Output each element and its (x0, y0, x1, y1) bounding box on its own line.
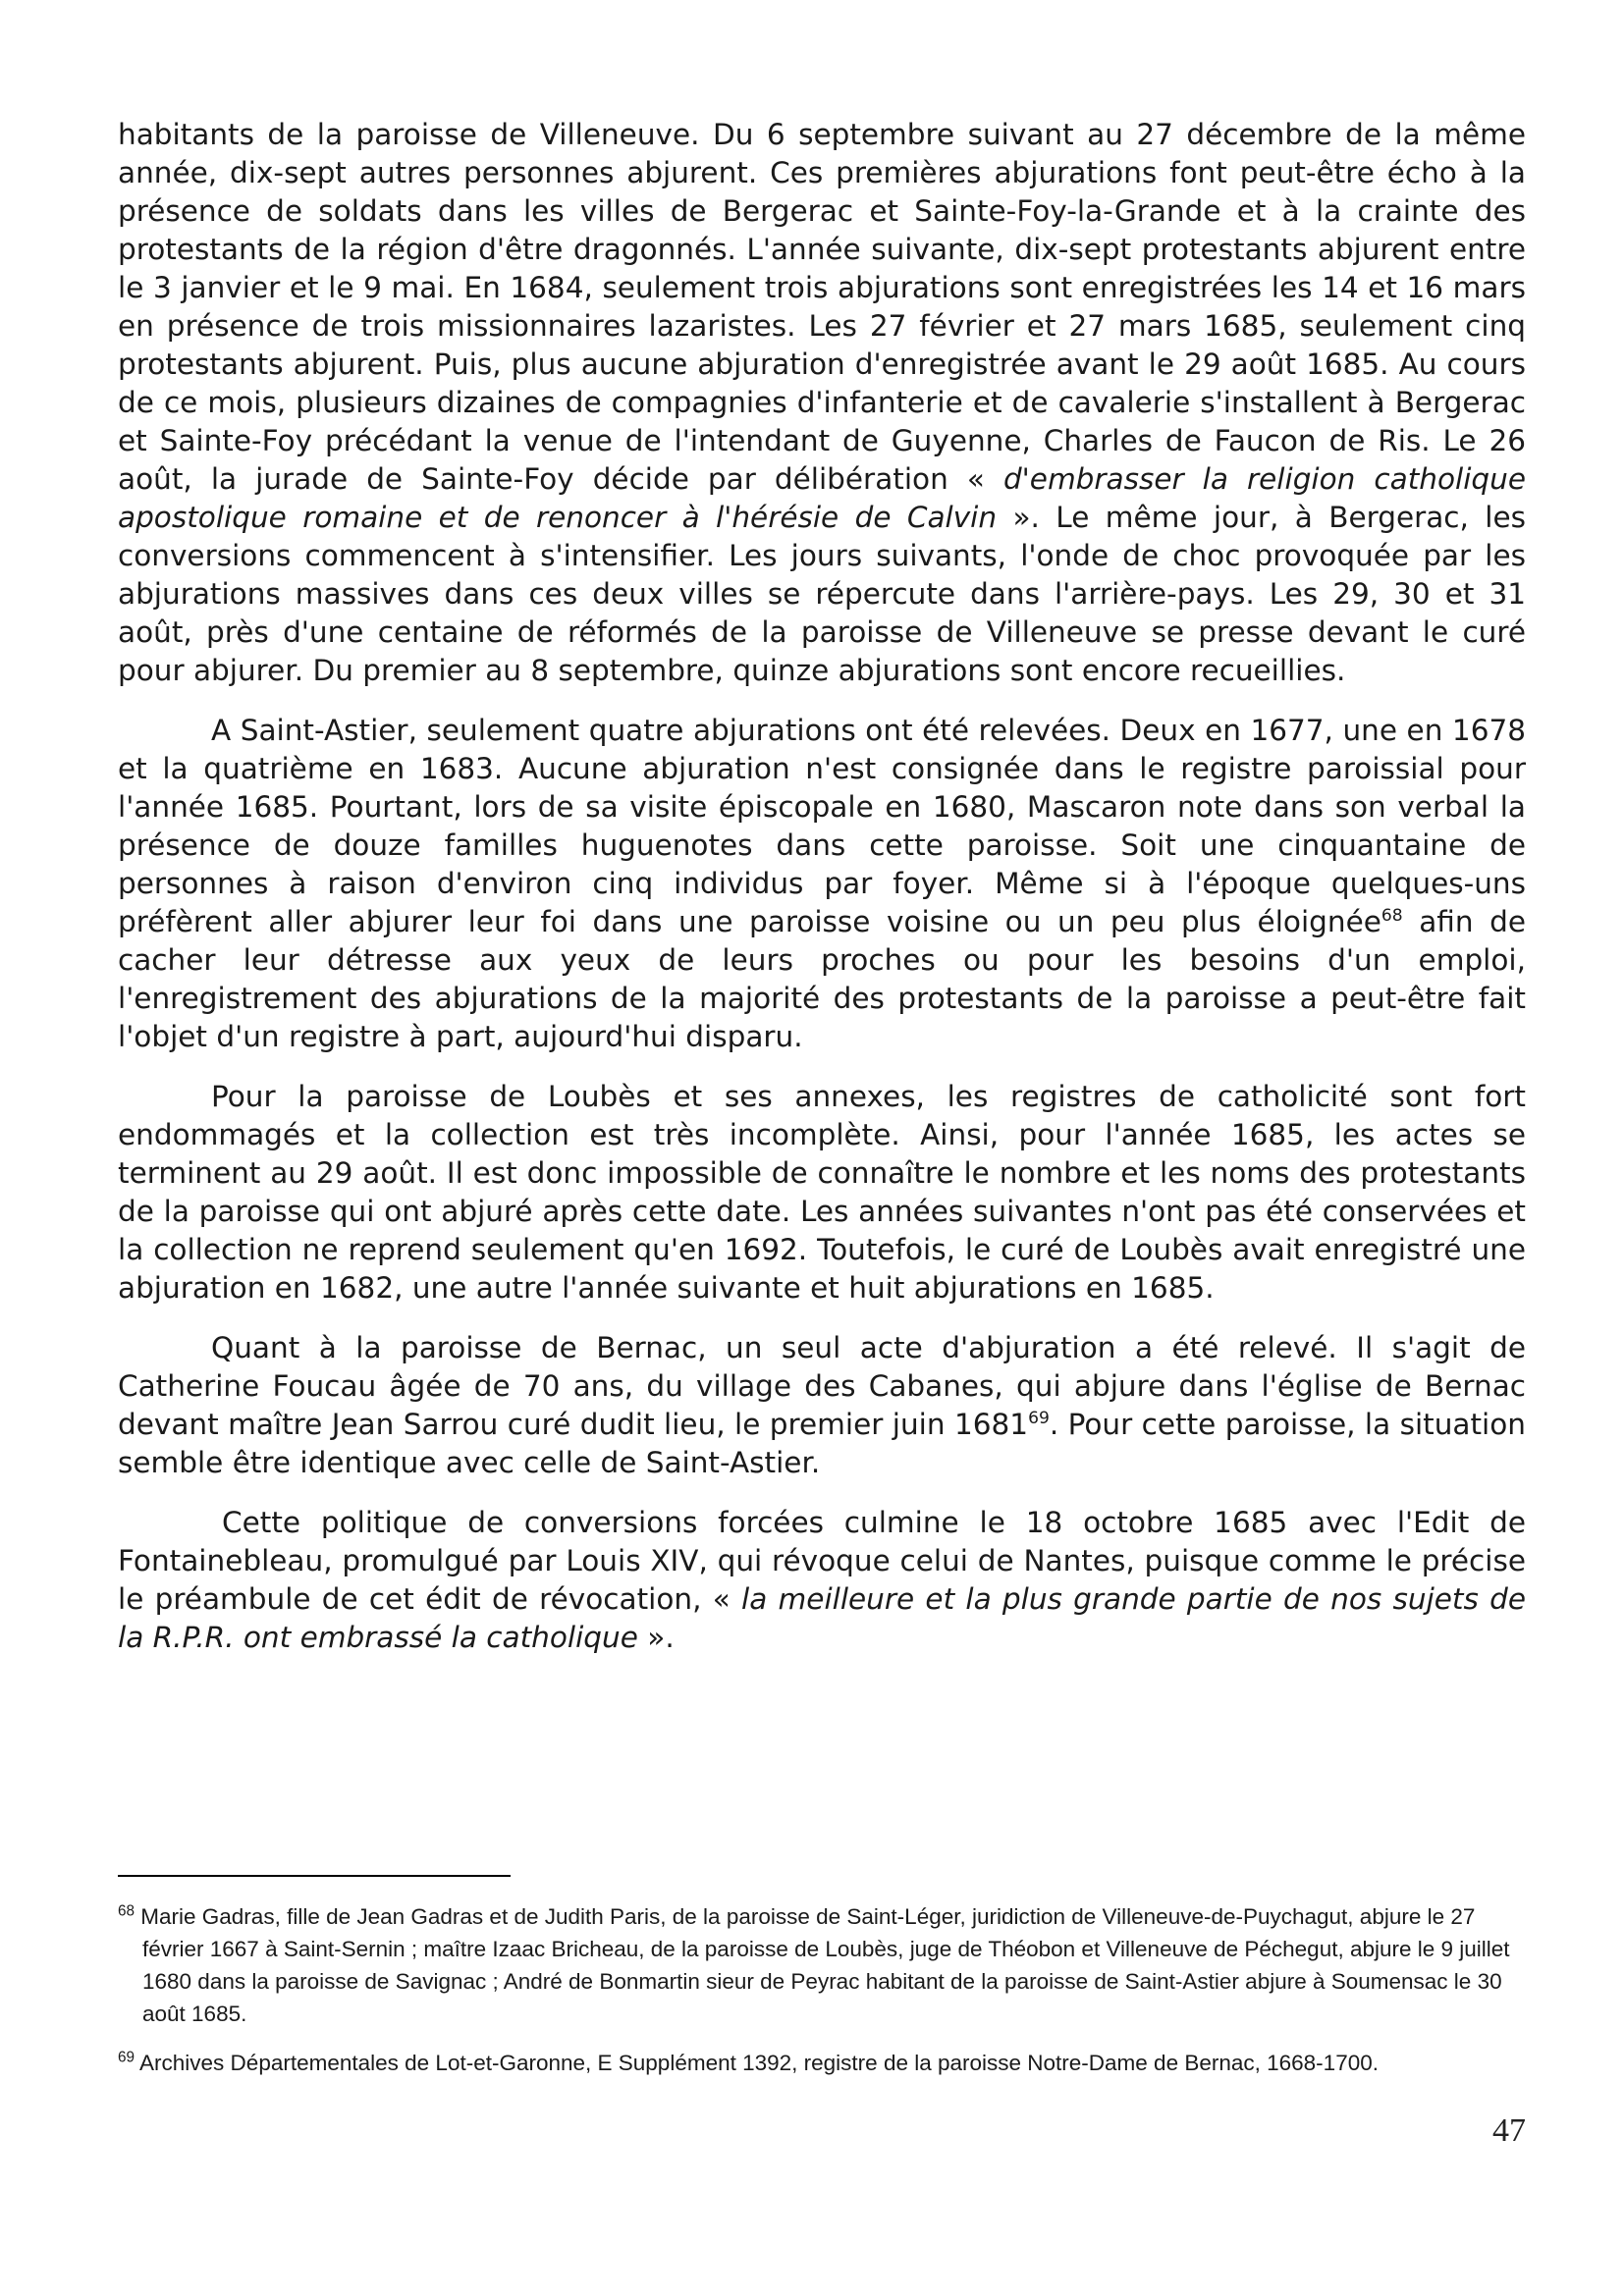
footnote-text: Marie Gadras, fille de Jean Gadras et de Judith Paris, de la paroisse de Saint-Léger, juridiction de Villeneuve-de-Puychagut, abjure le 27 février 1667 à Saint-Sernin ; maître Izaac Bricheau, de la paroisse de Loubès, juge de Théobon et Villeneuve de Péchegut, abjure le 9 juillet 1680 dans la paroisse de Savignac ; André de Bonmartin sieur de Peyrac habitant de la paroisse de Saint-Astier abjure à Soumensac le 30 août 1685. (135, 1904, 1510, 2026)
footnote-reference-68[interactable]: 68 (1380, 906, 1403, 927)
paragraph-text: Cette politique de conversions forcées culmine le 18 octobre 1685 avec l'Edit de Fontainebleau, promulgué par Louis XIV, qui révoque celui de Nantes, puisque comme le précise le préambule de cet édit de révocation, « (118, 1506, 1526, 1616)
paragraph-text: ». Le même jour, à Bergerac, les conversions commencent à s'intensifier. Les jours suivants, l'onde de choc provoquée par les abjurations massives dans ces deux villes se répercute dans l'arrière-pays. Les 29, 30 et 31 août, près d'une centaine de réformés de la paroisse de Villeneuve se presse devant le curé pour abjurer. Du premier au 8 septembre, quinze abjurations sont encore recueillies. (118, 501, 1526, 687)
paragraph-text: Pour la paroisse de Loubès et ses annexes, les registres de catholicité sont fort endommagés et la collection est très incomplète. Ainsi, pour l'année 1685, les actes se terminent au 29 août. Il est donc impossible de connaître le nombre et les noms des protestants de la paroisse qui ont abjuré après cette date. Les années suivantes n'ont pas été conservées et la collection ne reprend seulement qu'en 1692. Toutefois, le curé de Loubès avait enregistré une abjuration en 1682, une autre l'année suivante et huit abjurations en 1685. (118, 1080, 1526, 1305)
paragraph-edit-fontainebleau (118, 1504, 1526, 1657)
paragraph-saint-astier (118, 712, 1526, 1056)
paragraph-villeneuve (118, 116, 1526, 690)
quote-jurade-sainte-foy: d'embrasser la religion catholique apostolique romaine et de renoncer à l'hérésie de Calvin (118, 462, 1526, 534)
quote-preambule-edit: la meilleure et la plus grande partie de nos sujets de la R.P.R. ont embrassé la catholique (118, 1582, 1526, 1654)
paragraph-text: habitants de la paroisse de Villeneuve. Du 6 septembre suivant au 27 décembre de la même année, dix-sept autres personnes abjurent. Ces premières abjurations font peut-être écho à la présence de soldats dans les villes de Bergerac et Sainte-Foy-la-Grande et à la crainte des protestants de la région d'être dragonnés. L'année suivante, dix-sept protestants abjurent entre le 3 janvier et le 9 mai. En 1684, seulement trois abjurations sont enregistrées les 14 et 16 mars en présence de trois missionnaires lazaristes. Les 27 février et 27 mars 1685, seulement cinq protestants abjurent. Puis, plus aucune abjuration d'enregistrée avant le 29 août 1685. Au cours de ce mois, plusieurs dizaines de compagnies d'infanterie et de cavalerie s'installent à Bergerac et Sainte-Foy précédant la venue de l'intendant de Guyenne, Charles de Faucon de Ris. Le 26 août, la jurade de Sainte-Foy décide par délibération « (118, 118, 1526, 496)
footnote-separator (118, 1875, 511, 1877)
page-number: 47 (1492, 2112, 1526, 2149)
paragraph-text: afin de cacher leur détresse aux yeux de leurs proches ou pour les besoins d'un emploi, l'enregistrement des abjurations de la majorité des protestants de la paroisse a peut-être fait l'objet d'un registre à part, aujourd'hui disparu. (118, 905, 1526, 1053)
paragraph-text: A Saint-Astier, seulement quatre abjurations ont été relevées. Deux en 1677, une en 1678 et la quatrième en 1683. Aucune abjuration n'est consignée dans le registre paroissial pour l'année 1685. Pourtant, lors de sa visite épiscopale en 1680, Mascaron note dans son verbal la présence de douze familles huguenotes dans cette paroisse. Soit une cinquantaine de personnes à raison d'environ cinq individus par foyer. Même si à l'époque quelques-uns préfèrent aller abjurer leur foi dans une paroisse voisine ou un peu plus éloignée (118, 714, 1526, 938)
paragraph-text: Quant à la paroisse de Bernac, un seul acte d'abjuration a été relevé. Il s'agit de Catherine Foucau âgée de 70 ans, du village des Cabanes, qui abjure dans l'église de Bernac devant maître Jean Sarrou curé dudit lieu, le premier juin 1681 (118, 1331, 1526, 1441)
paragraph-text: ». (637, 1621, 675, 1654)
footnote-68 (118, 1900, 1526, 2030)
paragraph-text: . Pour cette paroisse, la situation semble être identique avec celle de Saint-Astier. (118, 1408, 1526, 1479)
footnote-reference-69[interactable]: 69 (1028, 1409, 1050, 1429)
footnotes (118, 1900, 1526, 2079)
footnote-number: 69 (118, 2049, 135, 2066)
main-text (118, 116, 1526, 1657)
paragraph-loubes (118, 1078, 1526, 1308)
footnote-69 (118, 2047, 1526, 2079)
footnote-text: Archives Départementales de Lot-et-Garonne, E Supplément 1392, registre de la paroisse Notre-Dame de Bernac, 1668-1700. (135, 2051, 1379, 2075)
footnote-number: 68 (118, 1902, 135, 1920)
paragraph-bernac (118, 1329, 1526, 1482)
